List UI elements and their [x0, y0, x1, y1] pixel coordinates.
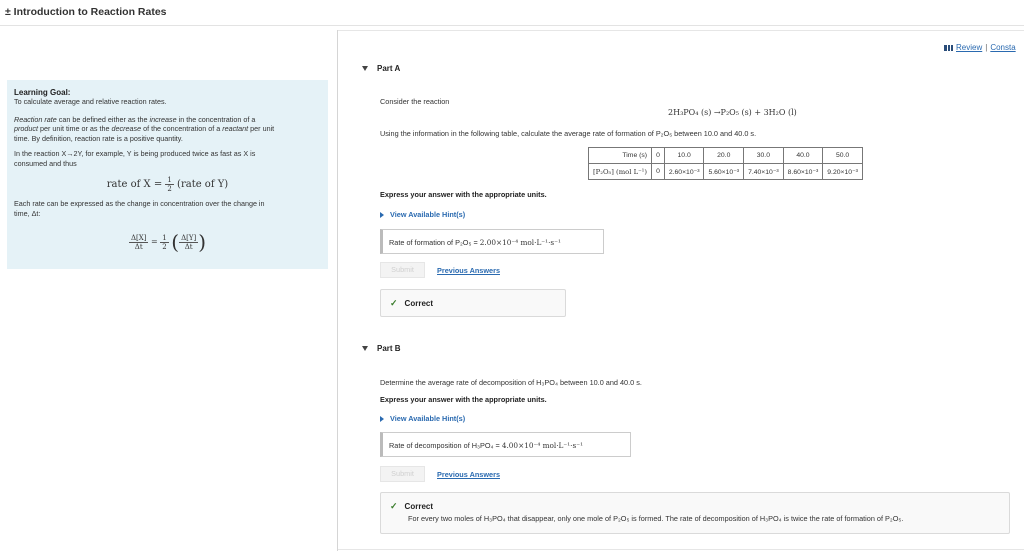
table-cell: 9.20×10⁻³: [823, 164, 863, 180]
table-cell: 20.0: [704, 148, 744, 164]
answer-field-a[interactable]: Rate of formation of P₂O₅ = 2.00×10⁻⁴ mol·L⁻¹·s⁻¹: [380, 229, 604, 254]
collapse-triangle-icon[interactable]: [362, 346, 368, 351]
learning-goal-heading: Learning Goal:: [14, 88, 71, 97]
review-link[interactable]: Review: [956, 43, 983, 52]
toolbar-separator: |: [985, 43, 988, 52]
page-title: ± Introduction to Reaction Rates: [5, 6, 167, 18]
correct-feedback-b: ✓ Correct For every two moles of H₃PO₄ that disappear, only one mole of P₂O₅ is formed. The rate of decomposition of H₃PO₄ is twice the rate of formation of P₂O₅.: [380, 492, 1010, 534]
change-text: Each rate can be expressed as the change in concentration over the change in time, Δt:: [14, 199, 265, 218]
learning-goal-text: To calculate average and relative reaction rates.: [14, 97, 167, 106]
part-a-header[interactable]: Part A: [362, 64, 400, 73]
view-hints-link[interactable]: View Available Hint(s): [380, 210, 465, 219]
table-row: [589, 164, 863, 180]
part-b-header[interactable]: Part B: [362, 344, 401, 353]
data-table: [588, 147, 863, 180]
table-cell: 0: [652, 148, 665, 164]
caret-right-icon: [380, 416, 384, 422]
table-cell: 2.60×10⁻³: [664, 164, 704, 180]
half-fraction: $\frac{1}{2}$: [167, 176, 172, 193]
correct-feedback-a: ✓ Correct: [380, 289, 566, 317]
constants-link[interactable]: Consta: [990, 43, 1016, 52]
example-text: In the reaction X→2Y, for example, Y is being produced twice as fast as X is consumed and thus: [14, 149, 256, 168]
previous-answers-link-a[interactable]: Previous Answers: [437, 266, 500, 275]
explanation-text: For every two moles of H₃PO₄ that disappear, only one mole of P₂O₅ is formed. The rate of decomposition of H₃PO₄ is twice the rate of formation of P₂O₅.: [408, 514, 904, 523]
consider-text: Consider the reaction: [380, 97, 450, 106]
checkmark-icon: ✓: [390, 298, 398, 308]
table-cell: 30.0: [744, 148, 784, 164]
answer-field-b[interactable]: Rate of decomposition of H₃PO₄ = 4.00×10⁻⁴ mol·L⁻¹·s⁻¹: [380, 432, 631, 457]
table-cell: 0: [652, 164, 665, 180]
table-cell: 7.40×10⁻³: [744, 164, 784, 180]
rate-relation: rate of X = $\frac{1}{2}$ (rate of Y): [106, 176, 229, 193]
table-header-conc: [P₂O₅] (mol L⁻¹): [589, 164, 652, 180]
reaction-equation: 2H₃PO₄ (s) →P₂O₅ (s) + 3H₂O (l): [668, 108, 797, 117]
review-toolbar: [944, 43, 1016, 52]
table-cell: 40.0: [783, 148, 823, 164]
submit-button-a[interactable]: Submit: [380, 262, 425, 278]
review-icon: [944, 45, 953, 51]
view-hints-link[interactable]: View Available Hint(s): [380, 414, 465, 423]
checkmark-icon: ✓: [390, 501, 398, 511]
previous-answers-link-b[interactable]: Previous Answers: [437, 470, 500, 479]
definition-text: Reaction rate can be defined either as the increase in the concentration of a product per unit time or as the decrease of the concentration of a reactant per unit time. By definition, reaction rate is a positive quantity.: [14, 114, 275, 143]
table-row: [589, 148, 863, 164]
table-header-time: Time (s): [589, 148, 652, 164]
top-bar: [0, 0, 1024, 26]
caret-right-icon: [380, 212, 384, 218]
toolbar-divider: [338, 30, 1024, 31]
submit-button-b[interactable]: Submit: [380, 466, 425, 482]
column-divider: [337, 30, 338, 551]
question-text-b: Determine the average rate of decomposition of H₃PO₄ between 10.0 and 40.0 s.: [380, 378, 642, 387]
table-cell: 10.0: [664, 148, 704, 164]
rate-equation: $\frac{\Delta[X]}{\Delta t}$ = $\frac{1}{2}$ ( $\frac{\Delta[Y]}{\Delta t}$ ): [130, 230, 207, 254]
table-cell: 50.0: [823, 148, 863, 164]
learning-goal-panel: [7, 80, 328, 269]
bottom-divider: [338, 549, 1024, 550]
express-note: Express your answer with the appropriate units.: [380, 190, 547, 199]
instruction-text: Using the information in the following table, calculate the average rate of formation of P₂O₅ between 10.0 and 40.0 s.: [380, 129, 757, 138]
collapse-triangle-icon[interactable]: [362, 66, 368, 71]
table-cell: 5.60×10⁻³: [704, 164, 744, 180]
table-cell: 8.60×10⁻³: [783, 164, 823, 180]
express-note: Express your answer with the appropriate units.: [380, 395, 547, 404]
